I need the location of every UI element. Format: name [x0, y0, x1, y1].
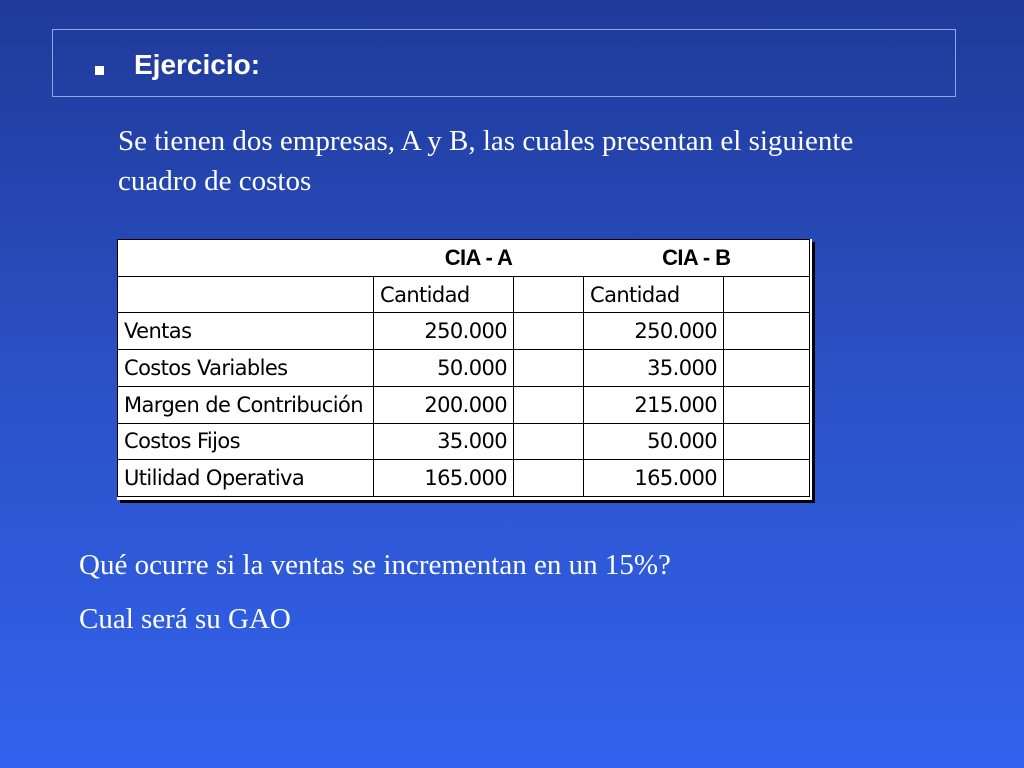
row-label: Costos Variables: [118, 350, 374, 387]
question-sales-increase: Qué ocurre si la ventas se incrementan en un 15%?: [79, 549, 671, 581]
company-b-empty-cell: [724, 313, 810, 350]
company-a-value: 35.000: [374, 423, 514, 460]
company-a-subheader: Cantidad: [374, 276, 514, 313]
table-header-blank: [118, 240, 374, 277]
company-b-empty-cell: [724, 276, 810, 313]
company-b-value: 35.000: [584, 350, 724, 387]
cost-table-container: [117, 239, 812, 500]
company-a-value: 200.000: [374, 386, 514, 423]
company-a-value: 165.000: [374, 460, 514, 497]
company-b-value: 215.000: [584, 386, 724, 423]
slide-title: Ejercicio:: [134, 49, 261, 80]
square-bullet-icon: [95, 66, 104, 75]
company-a-value: 250.000: [374, 313, 514, 350]
table-header-row: [118, 240, 810, 277]
company-b-empty-cell: [724, 460, 810, 497]
company-b-subheader: Cantidad: [584, 276, 724, 313]
table-row: [118, 386, 810, 423]
company-b-empty-cell: [724, 350, 810, 387]
table-subheader-blank: [118, 276, 374, 313]
company-a-header: CIA - A: [374, 240, 584, 277]
question-gao: Cual será su GAO: [79, 603, 291, 635]
company-b-value: 165.000: [584, 460, 724, 497]
company-a-empty-cell: [514, 350, 584, 387]
company-a-empty-cell: [514, 423, 584, 460]
table-row: [118, 350, 810, 387]
company-a-empty-cell: [514, 386, 584, 423]
cost-table: [117, 239, 810, 497]
row-label: Utilidad Operativa: [118, 460, 374, 497]
company-a-empty-cell: [514, 460, 584, 497]
company-b-header: CIA - B: [584, 240, 810, 277]
company-b-value: 50.000: [584, 423, 724, 460]
company-a-empty-cell: [514, 276, 584, 313]
table-subheader-row: [118, 276, 810, 313]
table-row: [118, 313, 810, 350]
company-a-value: 50.000: [374, 350, 514, 387]
company-b-empty-cell: [724, 386, 810, 423]
company-b-value: 250.000: [584, 313, 724, 350]
company-b-empty-cell: [724, 423, 810, 460]
row-label: Costos Fijos: [118, 423, 374, 460]
table-row: [118, 460, 810, 497]
row-label: Ventas: [118, 313, 374, 350]
table-row: [118, 423, 810, 460]
row-label: Margen de Contribución: [118, 386, 374, 423]
company-a-empty-cell: [514, 313, 584, 350]
intro-text: Se tienen dos empresas, A y B, las cuales presentan el siguiente cuadro de costos: [118, 125, 854, 197]
